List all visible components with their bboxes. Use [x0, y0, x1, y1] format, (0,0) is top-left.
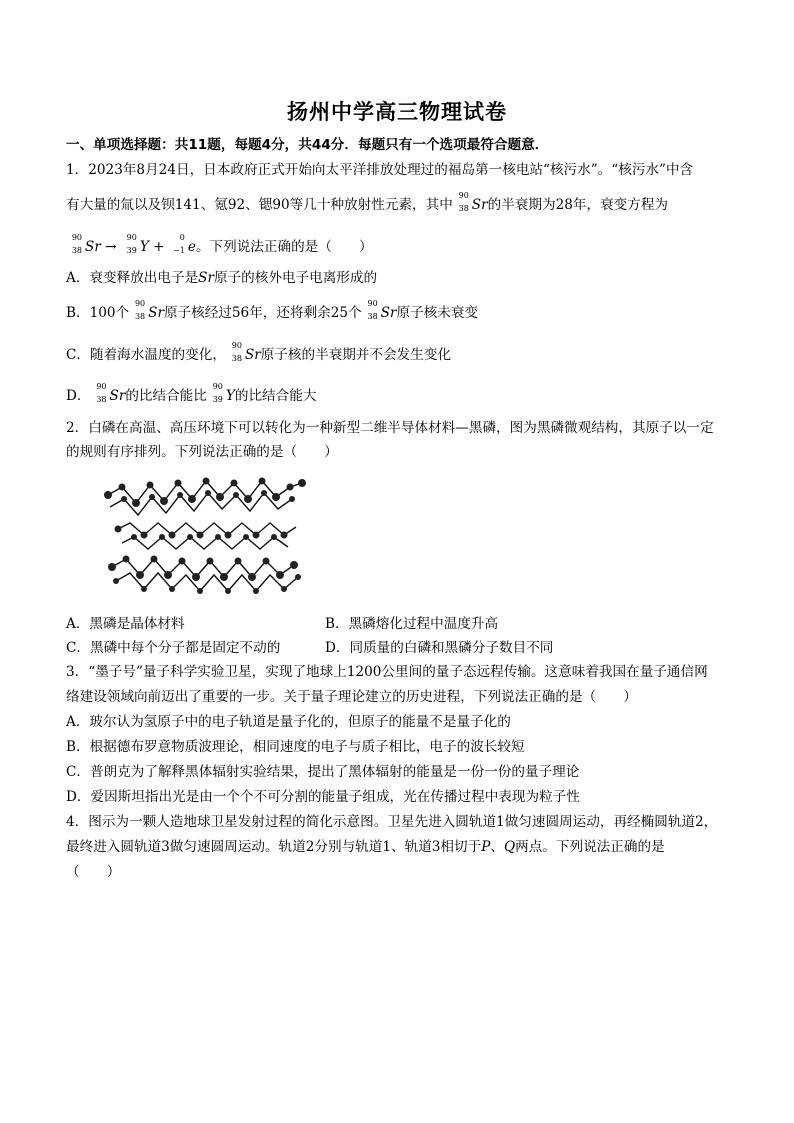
q1-stem-line1: 1．2023年8月24日，日本政府正式开始向太平洋排放处理过的福岛第一核电站“核污水”。“核污水”中含	[66, 162, 694, 178]
q2-option-d[interactable]: D．同质量的白磷和黑磷分子数目不同	[325, 640, 554, 656]
section-heading: 一、单项选择题：共11题，每题4分，共44分．每题只有一个选项最符合题意．	[66, 137, 549, 153]
electron-symbol: 0 −1	[173, 233, 185, 255]
q1-option-b[interactable]: B．100个 90 38 Sr原子核经过56年，还将剩余25个 90 38 Sr原子核未衰变	[66, 299, 479, 321]
q1-option-d[interactable]: D． 90 38 Sr的比结合能比 90 39 Y的比结合能大	[66, 382, 317, 404]
q3-option-b[interactable]: B．根据德布罗意物质波理论，相同速度的电子与质子相比，电子的波长较短	[66, 739, 525, 755]
q1-decay-equation: 90 38 Sr → 90 39 Y + 0 −1 e。下列说法正确的是（ ）	[66, 232, 373, 260]
q3-option-a[interactable]: A．玻尔认为氢原子中的电子轨道是量子化的，但原子的能量不是量子化的	[66, 714, 511, 730]
y-nuclide: 90 39	[126, 233, 137, 255]
sr-nuclide: 90 38	[458, 191, 469, 213]
black-phosphorus-structure-image	[100, 473, 310, 601]
q1-option-a[interactable]: A．衰变释放出电子是Sr原子的核外电子电离形成的	[66, 270, 378, 286]
q2-option-c[interactable]: C．黑磷中每个分子都是固定不动的	[66, 640, 281, 656]
q1-option-c[interactable]: C．随着海水温度的变化， 90 38 Sr原子核的半衰期并不会发生变化	[66, 341, 452, 363]
q3-stem-line1: 3．“墨子号”量子科学实验卫星，实现了地球上1200公里间的量子态远程传输。这意味着我国在量子通信网	[66, 664, 708, 680]
q2-stem-line1: 2．白磷在高温、高压环境下可以转化为一种新型二维半导体材料—黑磷，图为黑磷微观结构，其原子以一定	[66, 420, 714, 436]
q1-stem-line2: 有大量的氚以及钡141、氪92、锶90等几十种放射性元素，其中 90 38 Sr的半衰期为28年，衰变方程为	[66, 190, 668, 218]
q3-option-d[interactable]: D．爱因斯坦指出光是由一个个不可分割的能量子组成，光在传播过程中表现为粒子性	[66, 789, 580, 805]
page-title: 扬州中学高三物理试卷	[287, 100, 507, 124]
q2-option-b[interactable]: B．黑磷熔化过程中温度升高	[325, 616, 499, 632]
q2-stem-line2: 的规则有序排列。下列说法正确的是（ ）	[66, 444, 338, 460]
q3-stem-line2: 络建设领域向前迈出了重要的一步。关于量子理论建立的历史进程，下列说法正确的是（ ）	[66, 689, 637, 705]
q4-answer-blank: （ ）	[66, 864, 121, 880]
q4-stem-line2: 最终进入圆轨道3做匀速圆周运动。轨道2分别与轨道1、轨道3相切于P、Q两点。下列说法正确的是	[66, 839, 665, 855]
q2-option-a[interactable]: A．黑磷是晶体材料	[66, 616, 185, 632]
sr-nuclide: 90 38	[71, 233, 82, 255]
q3-option-c[interactable]: C．普朗克为了解释黑体辐射实验结果，提出了黑体辐射的能量是一份一份的量子理论	[66, 764, 580, 780]
q4-stem-line1: 4．图示为一颗人造地球卫星发射过程的简化示意图。卫星先进入圆轨道1做匀速圆周运动，再经椭圆轨道2，	[66, 814, 718, 830]
